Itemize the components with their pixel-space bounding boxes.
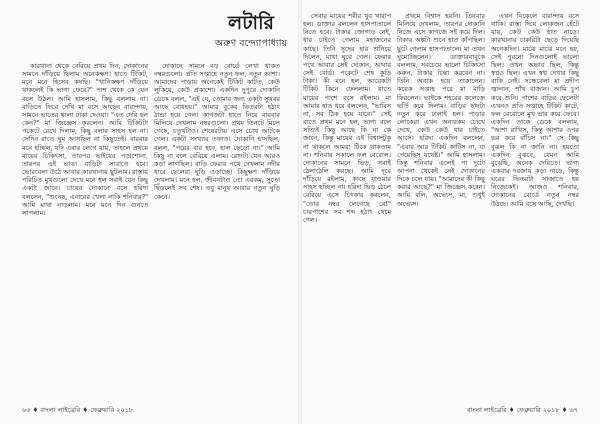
column-text: এখন বিকেলে বারান্দায় বসে থাকি। রাস্তা দিয়ে লোকজন হেঁটে যায়, কেউ কেউ হাত নাড়ে। কারখানার চাকরিটা ছেড়ে দিয়েছি অনেকদিন। মাঝে মাঝে মনে হয়, সেই পুরনো দিনগুলোই ভালো ছিল। তখন অভাব ছিল, কিন্তু স্বপ্নও ছিল। এখন স্বপ্ন দেখার কিছু বাকি নেই। সন্ধেবেলা মা প্রদীপ জ্বালান, শাঁখ বাজান। আমি চুপ করে শুনি। পাশের বাড়ির ছেলেটা এখনও প্রতি সপ্তাহে টিকিট কাটে, ফল বেরোলে মুখ ভার করে ফেরে। একদিন তাকে ডেকে বললাম, "আশা রাখিস, কিন্তু আশার ওপর ভর করে বাঁচিস না।" সে কিছু বুঝল কি না জানি না। হয়তো একদিন বুঝবে, যেমন আমি বুঝেছি, অনেক দেরিতে। ভাগ্য একবার দরজায় কড়া নাড়ে, কিন্তু ঘরের ভিতরটা সাজাতে হয় নিজেকেই। আজও শনিবার, দোকানের বোর্ডে নতুন নম্বর উঠছে। আমি বসে আছি, দেখছি। <box>491 12 579 208</box>
left-page-folio: ৬৬ ♦ বাংলা লাইব্রেরি ♦ ফেব্রুয়ারি ২০১৮ <box>22 406 134 414</box>
column-text: সেবার মায়ের শরীর খুব খারাপ হল। ডাক্তার বললেন হাসপাতালে নিতে হবে। টাকার জোগাড় নেই, ধার চাইতে গেলাম মহাজনের কাছে। তিনি সুদের হার শুনিয়ে দিলেন, মাথা ঘুরে গেল। ফেরার পথে আবার সেই দোকান, আবার সেই বোর্ড। পকেটে শেষ কুড়ি টাকা। কী মনে হল, আরেকটা টিকিট কিনে ফেললাম। রাতে মায়ের পাশে বসে রইলাম। মা আমার হাত ধরে বললেন, "ভাবিস না, সব ঠিক হয়ে যাবে।" সেই রাতে প্রথম মনে হল, ভাগ্য বলে সত্যিই কিছু আছে কি না কে জানে, কিন্তু মায়ের এই বিশ্বাসটুকু না থাকলে আমরা টিকে থাকতাম না। শনিবার সকালে ফল বেরোল। দোকানের সামনে ভিড়, সবাই ঠেলাঠেলি করছে। আমি দূরে দাঁড়িয়ে রইলাম, কাছে যাওয়ার সাহস হচ্ছিল না। হরিদা ভিড় ঠেলে বেরিয়ে এসে চিৎকার করলেন, "তোর নম্বর লেগেছে রে!" চারপাশের সব শব্দ হঠাৎ থেমে গেল। <box>303 12 391 224</box>
story-author: অরুণ বন্দ্যোপাধ্যায় <box>214 38 288 49</box>
left-page-column-2 <box>154 62 280 398</box>
right-page <box>301 0 600 424</box>
right-page-column-2 <box>397 12 485 398</box>
left-page <box>0 0 299 424</box>
right-page-folio: বাংলা লাইব্রেরি ♦ ফেব্রুয়ারি ২০১৮ ♦ ৬৭ <box>466 406 578 414</box>
right-page-column-1 <box>303 12 391 398</box>
right-page-column-3 <box>491 12 579 398</box>
story-title: লটারি <box>228 12 274 34</box>
left-page-column-1 <box>22 62 148 398</box>
column-text: প্রথমে বিশ্বাস হয়নি। তিনবার মিলিয়ে দেখলাম, তারপর দোকানি নিজে এসে কাগজে সই করে দিল। টাকার অঙ্কটা শুনে হাত কাঁপছিল। ছুটে গেলাম হাসপাতালে। মা তখন ঘুমোচ্ছিলেন। ডাক্তারবাবুকে বললাম, সবচেয়ে ভালো চিকিৎসা করুন, টাকার চিন্তা করবেন না। তিনি অবাক হয়ে তাকালেন। কয়েক সপ্তাহ পরে মা বাড়ি ফিরলেন। ভাইকে শহরের কলেজে ভর্তি করে দিলাম। বাড়ির ছাদটা নতুন করে ঢালাই হল। পাড়ার লোকেরা এখন অন্যরকম চোখে দেখে, কেউ কেউ ধার চাইতে আসে। হরিদা একদিন বললেন, "এবার আর টিকিট কাটিস না, যা পেয়েছিস যথেষ্ট।" আমি হাসলাম। কিন্তু শনিবার এলেই পা দুটো আপনা থেকেই সেই দোকানের দিকে চলে যায়। "আমাদের কী কিছু করার আছে?" মা জিজ্ঞেস করেন। আমি বলি, অভ্যেস, মা, শুধুই অভ্যেস। <box>397 12 485 208</box>
column-text: কারখানা থেকে বেরিয়ে প্রথম দিন, দোকানের সামনে দাঁড়িয়ে ছিলাম অনেকক্ষণ। হাতে টিকিট, মনে মনে হিসেব কষছি। "খানিকক্ষণ দাঁড়িয়ে থাকলেই কি ভাগ্য ফেরে?" পাশ থেকে কে যেন বলে উঠল। আমি হাসলাম, কিছু বললাম না। বাড়িতে ফিরে দেখি মা বসে আছেন বারান্দায়, সামনে ভাতের থালা ঢাকা দেওয়া। "এত দেরি হল কেন?" মা জিজ্ঞেস করলেন। আমি টিকিটটা পকেটে রেখে দিলাম, কিছু বলার সাহস হল না। সেদিন রাতে ঘুম আসছিল না কিছুতেই। বারবার মনে হচ্ছিল, যদি এবার লেগে যায়, তাহলে প্রথমে মায়ের চিকিৎসা, তারপর ভাইয়ের পড়াশোনা, তারপর এই ভাঙা বাড়িটা সারাতে হবে। ভোরবেলা উঠে আবার কারখানায় ছুটলাম। রাস্তায় পরিচিত মুখগুলো দেখে মনে হল সবাই যেন কিছু একটা জানে। চায়ের দোকানে বসে হরিদা বললেন, "শুনেছ, এবারের খেলা নাকি শনিবার?" আমি মাথা নাড়লাম। মনে মনে দিন গুনতে লাগলাম। <box>22 62 148 217</box>
column-text: দোকানে সামনে বড় বোর্ডে লেখা থাকত নম্বরগুলো। প্রতি সপ্তাহে নতুন ফল, নতুন আশা। আমাদের পাড়ায় অনেকেই টিকিট কাটত, কেউ লুকিয়ে, কেউ প্রকাশ্যে। একদিন দুপুরে দোকানি ডেকে বলল, "এই যে, তোমার জন্য একটা সুখবর আছে বোধহয়।" আমার বুকের ভিতরটা হঠাৎ ঠান্ডা হয়ে গেল। কাগজটা হাতে নিয়ে বারবার মিলিয়ে দেখলাম নম্বরগুলো। প্রথম তিনটে মিলে গেছে, চতুর্থটাও। শেষেরটায় এসে চোখ আটকে গেল। একটা সংখ্যার তফাত। দোকানি হাসছিল, বলল, "পরের বার হবে, হাল ছেড়ো না।" আমি কিছু না বলে বেরিয়ে এলাম। রোদটা যেন আরও কড়া লাগছিল। বাড়ি ফেরার পথে দেখলাম নদীর ধারে ছেলেরা ঘুড়ি ওড়াচ্ছে। কিছুক্ষণ দাঁড়িয়ে দেখলাম। মনে হল, জীবনটাও তো এরকম, সুতো ছিঁড়লেই সব শেষ। তবু মানুষ আবার নতুন ঘুড়ি কেনে। <box>154 62 280 201</box>
